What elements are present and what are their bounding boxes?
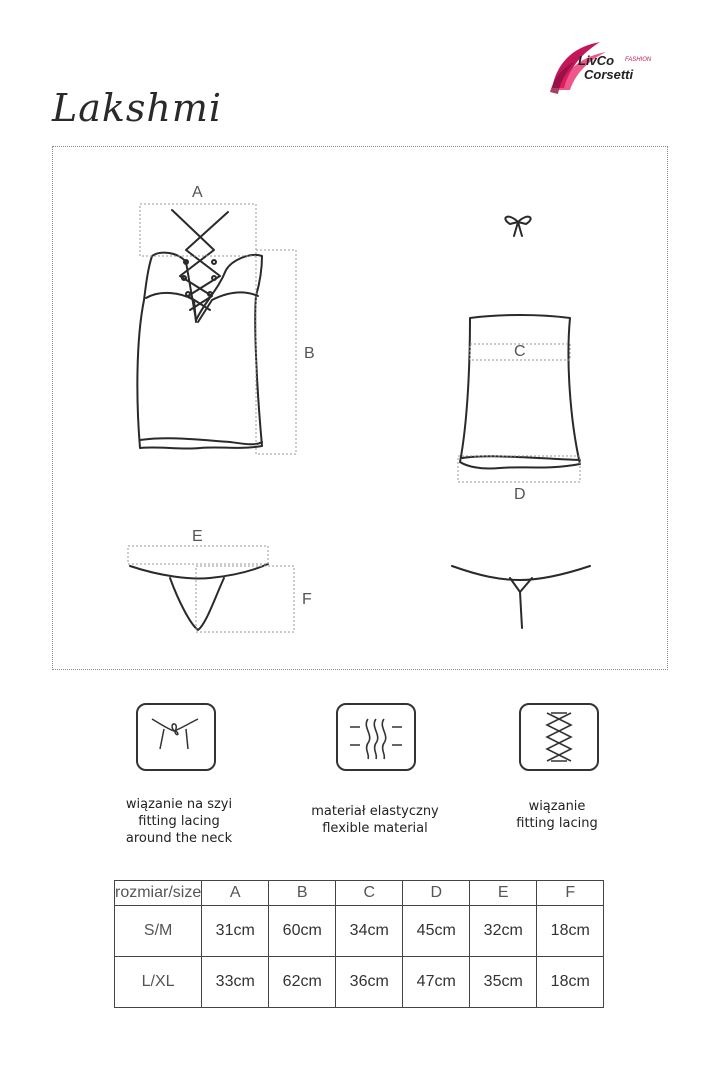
size-cell: 35cm bbox=[470, 957, 537, 1008]
dimension-f-label: F bbox=[302, 591, 312, 608]
size-col-header: F bbox=[537, 881, 604, 906]
size-col-header: E bbox=[470, 881, 537, 906]
dimension-d-label: D bbox=[514, 486, 526, 503]
size-cell: 18cm bbox=[537, 957, 604, 1008]
feature-lacing-caption bbox=[462, 798, 652, 832]
feature-neck-tie-caption bbox=[84, 796, 274, 847]
dimension-a-label: A bbox=[192, 184, 203, 201]
table-row bbox=[115, 957, 604, 1008]
dimension-f-guide bbox=[196, 566, 294, 632]
size-col-header: D bbox=[403, 881, 470, 906]
elastic-material-icon bbox=[336, 703, 416, 771]
size-cell: 34cm bbox=[336, 906, 403, 957]
feature-neck-tie-en1: fitting lacing bbox=[138, 814, 220, 829]
chemise-front-drawing bbox=[137, 210, 262, 449]
size-row-label: L/XL bbox=[115, 957, 202, 1008]
size-cell: 31cm bbox=[202, 906, 269, 957]
feature-elastic-en1: flexible material bbox=[322, 821, 428, 836]
dimension-e-label: E bbox=[192, 528, 203, 545]
thong-front-drawing bbox=[130, 564, 268, 630]
feature-neck-tie-en2: around the neck bbox=[125, 831, 233, 846]
neck-tie-icon bbox=[136, 703, 216, 771]
brand-fashion: FASHION bbox=[625, 57, 652, 63]
size-cell: 33cm bbox=[202, 957, 269, 1008]
feature-lacing-pl: wiązanie bbox=[528, 799, 586, 814]
size-col-header: C bbox=[336, 881, 403, 906]
brand-name-line2: Corsetti bbox=[584, 67, 634, 82]
brand-name-line1: LivCo bbox=[578, 53, 615, 68]
size-cell: 62cm bbox=[269, 957, 336, 1008]
size-row-label: S/M bbox=[115, 906, 202, 957]
lacing-icon bbox=[519, 703, 599, 771]
size-cell: 32cm bbox=[470, 906, 537, 957]
size-cell: 47cm bbox=[403, 957, 470, 1008]
size-table bbox=[114, 880, 604, 1008]
thong-back-drawing bbox=[452, 566, 590, 628]
size-table-header bbox=[115, 881, 604, 906]
size-table-corner: rozmiar/size bbox=[115, 881, 202, 906]
dimension-b-guide bbox=[256, 250, 296, 454]
feature-lacing-en1: fitting lacing bbox=[516, 816, 598, 831]
product-title: Lakshmi bbox=[52, 86, 223, 130]
feature-elastic-pl: materiał elastyczny bbox=[311, 804, 439, 819]
size-cell: 18cm bbox=[537, 906, 604, 957]
feature-elastic-caption bbox=[280, 803, 470, 837]
size-cell: 36cm bbox=[336, 957, 403, 1008]
dimension-b-label: B bbox=[304, 345, 315, 362]
size-cell: 45cm bbox=[403, 906, 470, 957]
size-col-header: A bbox=[202, 881, 269, 906]
feature-neck-tie-pl: wiązanie na szyi bbox=[125, 797, 233, 812]
dimension-a-guide bbox=[140, 204, 256, 256]
dimension-c-label: C bbox=[514, 343, 526, 360]
dimension-e-guide bbox=[128, 546, 268, 564]
size-col-header: B bbox=[269, 881, 336, 906]
size-cell: 60cm bbox=[269, 906, 336, 957]
table-row bbox=[115, 906, 604, 957]
